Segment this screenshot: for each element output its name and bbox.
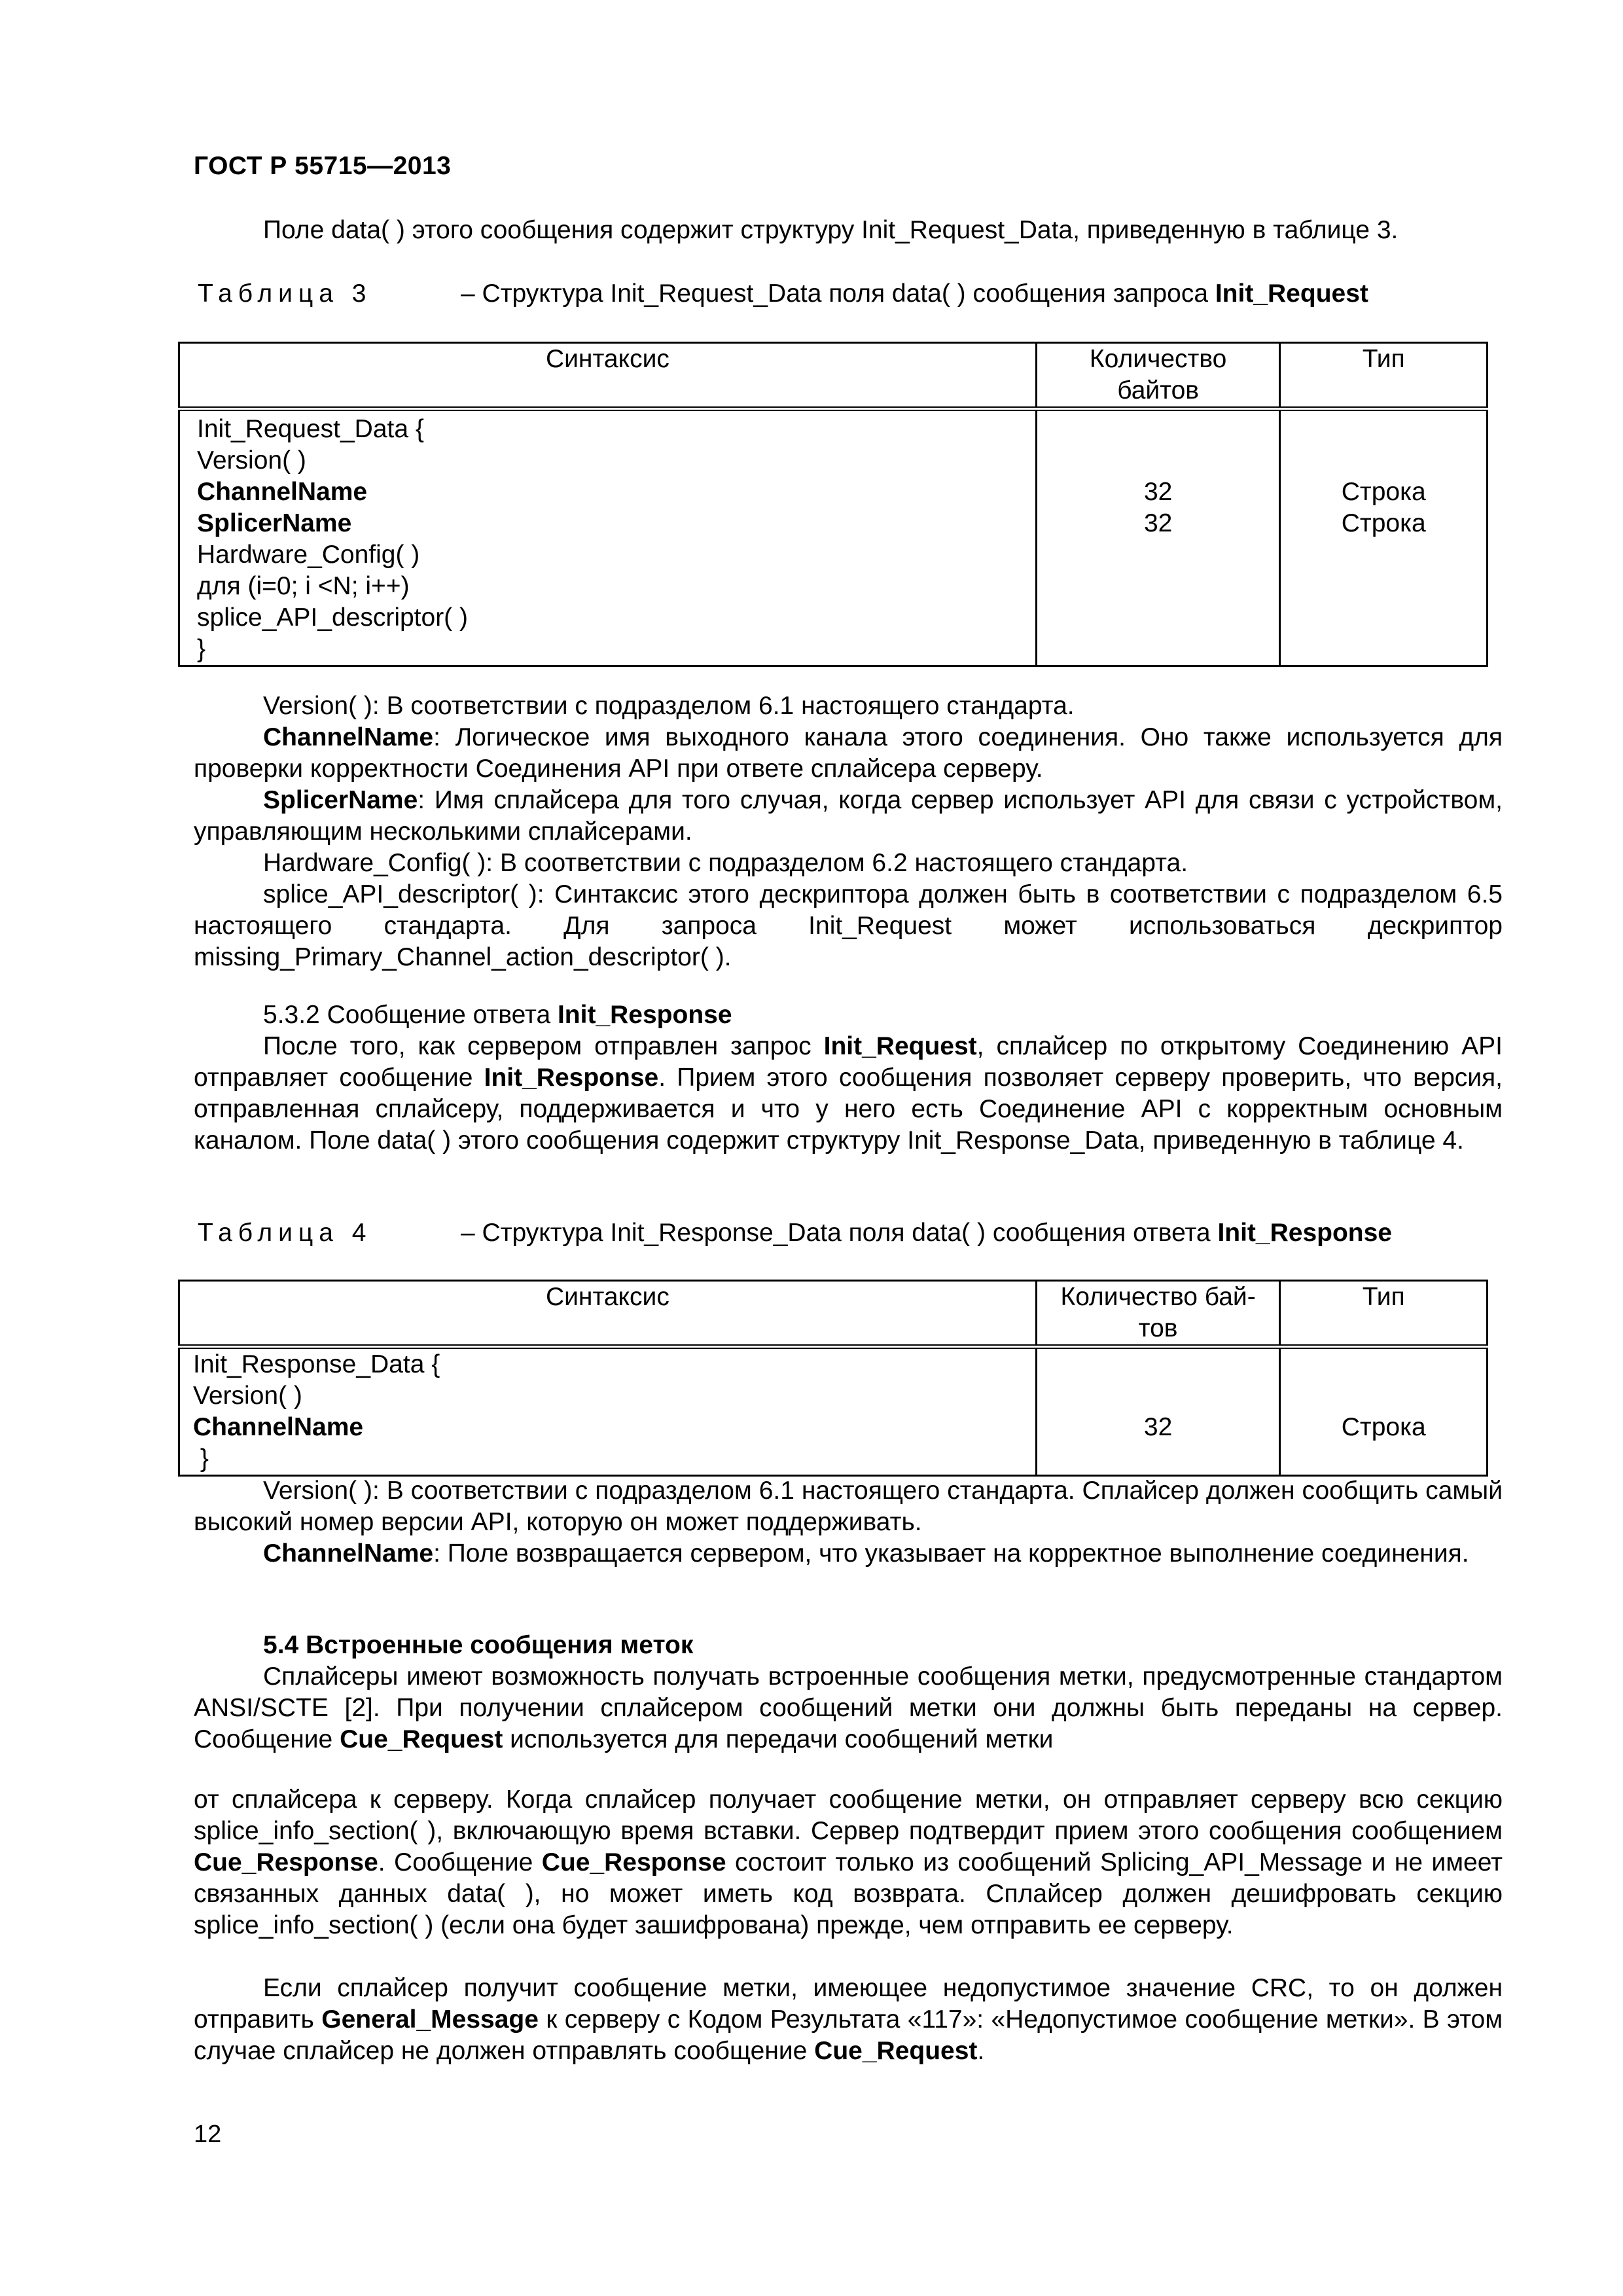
table-cell: Строка — [1341, 1413, 1426, 1441]
table4-header-syntax: Синтаксис — [179, 1281, 1037, 1347]
table-row: SplicerName — [197, 509, 352, 537]
table-cell: 32 — [1143, 1413, 1173, 1441]
table3-label: Таблица 3 — [198, 279, 372, 308]
table3-caption: – Структура Init_Request_Data поля data( ) сообщения запроса Init_Request — [461, 279, 1368, 308]
section-heading-5-4: 5.4 Встроенные сообщения меток — [263, 1631, 694, 1659]
table3-header-syntax: Синтаксис — [179, 343, 1037, 409]
table4 — [178, 1280, 1488, 1477]
table-row: Version( ) — [197, 446, 306, 475]
table-row: Hardware_Config( ) — [197, 541, 420, 569]
table3-header-bytes: Количество байтов — [1036, 343, 1280, 409]
table4-bytes-cell — [1036, 1347, 1280, 1476]
table3-syntax-cell — [179, 409, 1037, 666]
table4-header-type: Тип — [1280, 1281, 1488, 1347]
table-row: Init_Request_Data { — [197, 415, 424, 443]
table-cell: 32 — [1143, 509, 1173, 537]
table-row: Version( ) — [193, 1382, 302, 1410]
table4-caption: – Структура Init_Response_Data поля data( ) сообщения ответа Init_Response — [461, 1219, 1393, 1247]
paragraph-5-4-continued: от сплайсера к серверу. Когда сплайсер получает сообщение метки, он отправляет серверу всю секцию splice_info_section( ), включающую время вставки. Сервер подтвердит прием этого сообщения сообщением Cue_Response. Сообщение Cue_Response состоит только из сообщений Splicing_API_Message и не имеет связанных данных data( ), но может иметь код возврата. Сплайсер должен дешифровать секцию splice_info_section( ) (если она будет зашифрована) прежде, чем отправить ее серверу. — [194, 1785, 1503, 1939]
table-row: для (i=0; i <N; i++) — [197, 572, 410, 600]
table-cell: 32 — [1143, 478, 1173, 506]
page-number: 12 — [194, 2121, 222, 2148]
table4-syntax-cell — [179, 1347, 1037, 1476]
table3-bytes-cell — [1036, 409, 1280, 666]
table4-header-bytes: Количество бай- тов — [1036, 1281, 1280, 1347]
intro-paragraph: Поле data( ) этого сообщения содержит структуру Init_Request_Data, приведенную в таблице 3. — [263, 216, 1399, 244]
table3-header-type: Тип — [1280, 343, 1488, 409]
table-row: Init_Response_Data { — [193, 1350, 440, 1378]
table-row: ChannelName — [197, 478, 368, 506]
table-row: splice_API_descriptor( ) — [197, 603, 468, 632]
paragraph-version-2: Version( ): В соответствии с подразделом 6.1 настоящего стандарта. Сплайсер должен сообщить самый высокий номер версии API, которую он может поддерживать. — [194, 1477, 1503, 1536]
paragraph-channelname: ChannelName: Логическое имя выходного канала этого соединения. Оно также используется для проверки корректности Соединения API при ответе сплайсера серверу. — [194, 723, 1503, 783]
table-row: ChannelName — [193, 1413, 364, 1441]
paragraph-hardware-config: Hardware_Config( ): В соответствии с подразделом 6.2 настоящего стандарта. — [263, 849, 1188, 877]
table-row: } — [193, 1444, 209, 1473]
paragraph-version: Version( ): В соответствии с подразделом 6.1 настоящего стандарта. — [263, 692, 1075, 720]
section-heading-5-3-2: 5.3.2 Сообщение ответа Init_Response — [263, 1001, 732, 1029]
table3-type-cell — [1280, 409, 1488, 666]
paragraph-splice-api-descriptor: splice_API_descriptor( ): Синтаксис этого дескриптора должен быть в соответствии с подразделом 6.5 настоящего стандарта. Для запроса Init_Request может использоваться дескриптор missing_Primary_Channel_action_descriptor( ). — [194, 880, 1503, 971]
paragraph-5-4: Сплайсеры имеют возможность получать встроенные сообщения метки, предусмотренные стандартом ANSI/SCTE [2]. При получении сплайсером сообщений метки они должны быть переданы на сервер. Сообщение Cue_Request используется для передачи сообщений метки — [194, 1662, 1503, 1753]
table3 — [178, 342, 1488, 667]
paragraph-channelname-2: ChannelName: Поле возвращается сервером, что указывает на корректное выполнение соединения. — [263, 1539, 1469, 1568]
table-cell: Строка — [1341, 478, 1426, 506]
paragraph-5-3-2: После того, как сервером отправлен запрос Init_Request, сплайсер по открытому Соединению API отправляет сообщение Init_Response. Прием этого сообщения позволяет серверу проверить, что версия, отправленная сплайсеру, поддерживается и что у него есть Соединение API с корректным основным каналом. Поле data( ) этого сообщения содержит структуру Init_Response_Data, приведенную в таблице 4. — [194, 1032, 1503, 1155]
table4-type-cell — [1280, 1347, 1488, 1476]
paragraph-crc: Если сплайсер получит сообщение метки, имеющее недопустимое значение CRC, то он должен отправить General_Message к серверу с Кодом Результата «117»: «Недопустимое сообщение метки». В этом случае сплайсер не должен отправлять сообщение Cue_Request. — [194, 1974, 1503, 2065]
paragraph-splicername: SplicerName: Имя сплайсера для того случая, когда сервер использует API для связи с устройством, управляющим несколькими сплайсерами. — [194, 786, 1503, 846]
document-header: ГОСТ Р 55715—2013 — [194, 152, 452, 180]
table-row: } — [197, 635, 206, 663]
table-cell: Строка — [1341, 509, 1426, 537]
table4-label: Таблица 4 — [198, 1219, 372, 1247]
